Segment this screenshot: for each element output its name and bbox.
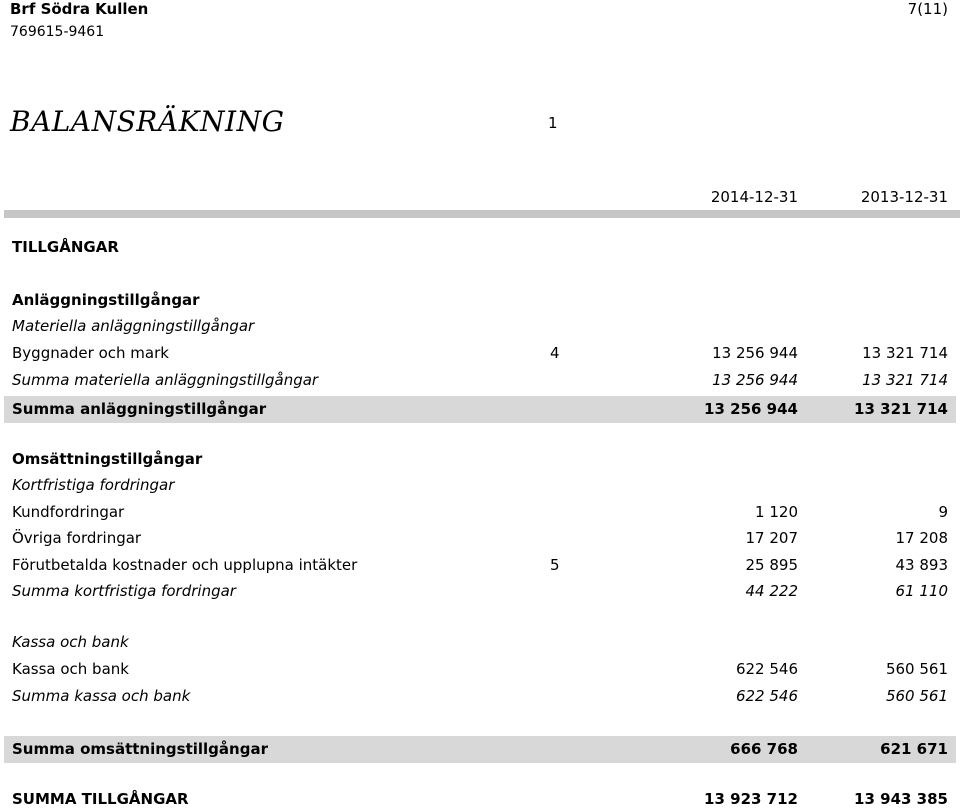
- row-value-current: 44 222: [745, 582, 798, 600]
- row-note: 5: [550, 556, 560, 574]
- organization-name: Brf Södra Kullen: [10, 0, 149, 18]
- row-value-previous: 13 943 385: [854, 790, 948, 808]
- table-row: [0, 582, 960, 604]
- row-value-previous: 9: [938, 503, 948, 521]
- table-row: [0, 556, 960, 578]
- row-label: Förutbetalda kostnader och upplupna intäkter: [12, 556, 358, 574]
- column-header-current-year: 2014-12-31: [710, 188, 798, 206]
- table-row: [0, 740, 960, 762]
- row-label: TILLGÅNGAR: [12, 238, 119, 256]
- row-value-previous: 621 671: [880, 740, 948, 758]
- row-label: Summa kortfristiga fordringar: [12, 582, 236, 600]
- table-row: [0, 687, 960, 709]
- row-value-current: 13 256 944: [712, 344, 798, 362]
- row-value-current: 666 768: [730, 740, 798, 758]
- row-value-current: 13 256 944: [712, 371, 798, 389]
- row-value-previous: 43 893: [895, 556, 948, 574]
- row-label: Anläggningstillgångar: [12, 291, 200, 309]
- row-value-current: 25 895: [745, 556, 798, 574]
- row-label: Summa omsättningstillgångar: [12, 740, 268, 758]
- row-value-current: 1 120: [755, 503, 798, 521]
- page-number: 7(11): [907, 0, 948, 18]
- row-value-current: 17 207: [745, 529, 798, 547]
- row-label: Summa anläggningstillgångar: [12, 400, 267, 418]
- row-label: Kassa och bank: [12, 633, 129, 651]
- row-label: Kundfordringar: [12, 503, 125, 521]
- row-value-previous: 13 321 714: [862, 371, 948, 389]
- table-row: [0, 344, 960, 366]
- row-label: Byggnader och mark: [12, 344, 169, 362]
- row-value-current: 622 546: [735, 660, 798, 678]
- row-value-previous: 560 561: [885, 660, 948, 678]
- table-row: [0, 371, 960, 393]
- organization-number: 769615-9461: [10, 24, 105, 40]
- row-label: Omsättningstillgångar: [12, 450, 203, 468]
- table-row: [0, 790, 960, 812]
- table-row: [0, 476, 960, 498]
- row-label: SUMMA TILLGÅNGAR: [12, 790, 189, 808]
- table-row: [0, 291, 960, 313]
- row-value-current: 13 923 712: [704, 790, 798, 808]
- row-note: 4: [550, 344, 560, 362]
- table-row: [0, 317, 960, 339]
- table-row: [0, 238, 960, 260]
- row-label: Materiella anläggningstillgångar: [12, 317, 255, 335]
- table-row: [0, 400, 960, 422]
- row-value-previous: 61 110: [895, 582, 948, 600]
- table-row: [0, 529, 960, 551]
- row-value-previous: 13 321 714: [854, 400, 948, 418]
- column-header-previous-year: 2013-12-31: [860, 188, 948, 206]
- row-label: Kortfristiga fordringar: [12, 476, 175, 494]
- row-value-previous: 560 561: [885, 687, 948, 705]
- title-note-reference: 1: [548, 114, 558, 132]
- page-title: BALANSRÄKNING: [10, 105, 285, 138]
- table-row: [0, 633, 960, 655]
- row-value-current: 622 546: [735, 687, 798, 705]
- row-label: Summa kassa och bank: [12, 687, 191, 705]
- table-row: [0, 450, 960, 472]
- header-divider: [4, 210, 960, 218]
- row-label: Kassa och bank: [12, 660, 129, 678]
- row-value-previous: 13 321 714: [862, 344, 948, 362]
- row-value-previous: 17 208: [895, 529, 948, 547]
- row-value-current: 13 256 944: [704, 400, 798, 418]
- table-row: [0, 503, 960, 525]
- row-label: Övriga fordringar: [12, 529, 142, 547]
- row-label: Summa materiella anläggningstillgångar: [12, 371, 319, 389]
- table-row: [0, 660, 960, 682]
